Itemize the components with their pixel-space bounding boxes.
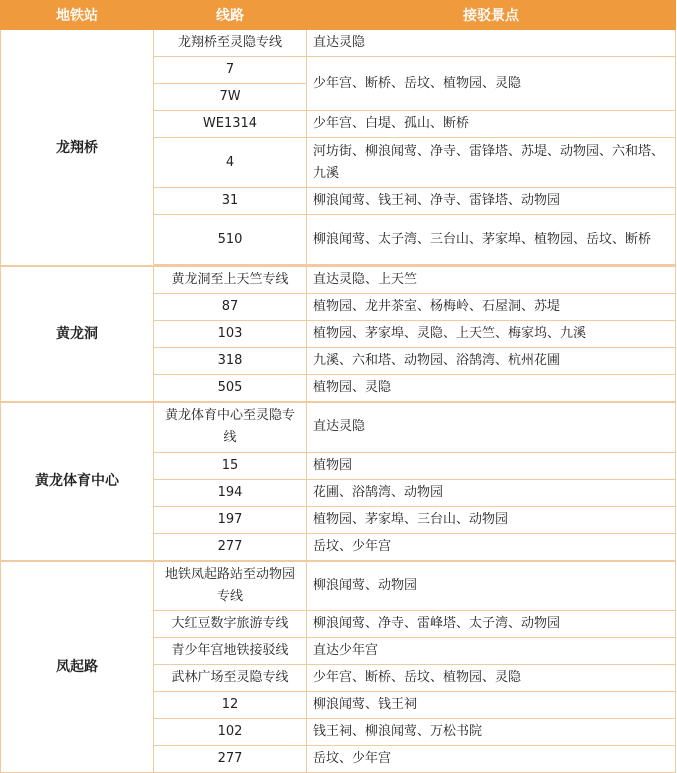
line-cell: 7W [154,84,307,111]
line-cell: 7 [154,57,307,84]
spots-cell: 直达灵隐 [307,402,676,452]
line-cell: 194 [154,479,307,506]
table-header [1,1,676,30]
header-line: 线路 [154,1,307,30]
line-cell: 龙翔桥至灵隐专线 [154,30,307,57]
header-station: 地铁站 [1,1,154,30]
line-cell: 武林广场至灵隐专线 [154,665,307,692]
line-cell: 277 [154,746,307,773]
line-cell: 87 [154,294,307,321]
station-cell: 黄龙体育中心 [1,402,154,561]
table-row [1,402,676,452]
spots-cell: 柳浪闻莺、钱王祠 [307,692,676,719]
line-cell: 318 [154,348,307,375]
spots-cell: 柳浪闻莺、钱王祠、净寺、雷锋塔、动物园 [307,188,676,215]
line-cell: 31 [154,188,307,215]
station-cell: 龙翔桥 [1,30,154,267]
spots-cell: 河坊街、柳浪闻莺、净寺、雷锋塔、苏堤、动物园、六和塔、九溪 [307,138,676,188]
line-cell: 青少年宫地铁接驳线 [154,638,307,665]
spots-cell: 直达灵隐、上天竺 [307,266,676,294]
spots-cell: 柳浪闻莺、太子湾、三台山、茅家埠、植物园、岳坟、断桥 [307,215,676,265]
spots-cell: 九溪、六和塔、动物园、浴鹄湾、杭州花圃 [307,348,676,375]
line-cell: 大红豆数字旅游专线 [154,611,307,638]
spots-cell: 花圃、浴鹄湾、动物园 [307,479,676,506]
header-spots: 接驳景点 [307,1,676,30]
table-row [1,266,676,294]
spots-cell: 柳浪闻莺、动物园 [307,561,676,611]
spots-cell: 柳浪闻莺、净寺、雷峰塔、太子湾、动物园 [307,611,676,638]
table-row [1,561,676,611]
spots-cell: 岳坟、少年宫 [307,533,676,561]
spots-cell: 少年宫、断桥、岳坟、植物园、灵隐 [307,665,676,692]
station-cell: 凤起路 [1,561,154,773]
spots-cell: 植物园、茅家埠、灵隐、上天竺、梅家坞、九溪 [307,321,676,348]
station-cell: 黄龙洞 [1,266,154,402]
spots-cell: 岳坟、少年宫 [307,746,676,773]
line-cell: 510 [154,215,307,265]
spots-cell: 植物园 [307,452,676,479]
table-row [1,30,676,57]
line-cell: 4 [154,138,307,188]
line-cell: 505 [154,375,307,403]
line-cell: 102 [154,719,307,746]
line-cell: 黄龙洞至上天竺专线 [154,266,307,294]
line-cell: 15 [154,452,307,479]
spots-cell: 钱王祠、柳浪闻莺、万松书院 [307,719,676,746]
spots-cell: 植物园、龙井茶室、杨梅岭、石屋洞、苏堤 [307,294,676,321]
line-cell: 黄龙体育中心至灵隐专线 [154,402,307,452]
spots-cell: 直达灵隐 [307,30,676,57]
spots-cell: 直达少年宫 [307,638,676,665]
line-cell: 12 [154,692,307,719]
spots-cell: 植物园、茅家埠、三台山、动物园 [307,506,676,533]
line-cell: WE1314 [154,111,307,138]
line-cell: 197 [154,506,307,533]
line-cell: 地铁凤起路站至动物园专线 [154,561,307,611]
table-body [1,30,676,773]
spots-cell: 少年宫、白堤、孤山、断桥 [307,111,676,138]
spots-cell: 少年宫、断桥、岳坟、植物园、灵隐 [307,57,676,111]
line-cell: 277 [154,533,307,561]
spots-cell: 植物园、灵隐 [307,375,676,403]
line-cell: 103 [154,321,307,348]
